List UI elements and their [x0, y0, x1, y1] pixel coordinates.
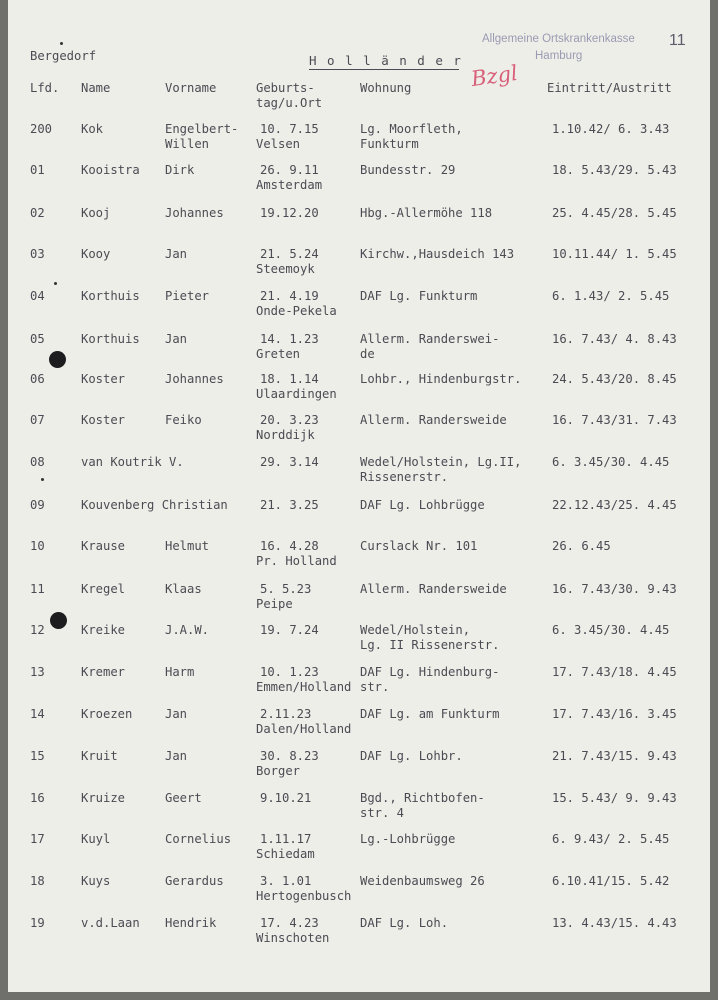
row-number: 200 [30, 122, 53, 136]
row-wohnung: DAF Lg. Hindenburg- [360, 665, 500, 679]
row-name: v.d.Laan [81, 916, 140, 930]
row-geburtstag: 18. 1.14 [260, 372, 319, 386]
row-wohnung: Wedel/Holstein, Lg.II, [360, 455, 522, 469]
row-geburtsort: Borger [256, 764, 301, 778]
row-wohnung: Bgd., Richtbofen- [360, 791, 485, 805]
row-eintritt-austritt: 22.12.43/25. 4.45 [552, 498, 677, 512]
row-number: 15 [30, 749, 45, 763]
row-geburtsort: Winschoten [256, 931, 330, 945]
row-name: Korthuis [81, 289, 140, 303]
row-wohnung-cont: Lg. II Rissenerstr. [360, 638, 500, 652]
col-wohnung: Wohnung [360, 81, 412, 95]
row-number: 06 [30, 372, 45, 386]
row-vorname: Johannes [165, 206, 224, 220]
row-geburtsort: Pr. Holland [256, 554, 337, 568]
row-geburtstag: 29. 3.14 [260, 455, 319, 469]
row-name: Koster [81, 372, 126, 386]
row-geburtstag: 16. 4.28 [260, 539, 319, 553]
row-vorname: Jan [165, 332, 188, 346]
punch-hole-mark [49, 351, 66, 368]
col-geburtsort: tag/u.Ort [256, 96, 323, 110]
row-number: 19 [30, 916, 45, 930]
row-geburtstag: 17. 4.23 [260, 916, 319, 930]
row-geburtsort: Norddijk [256, 428, 315, 442]
handwritten-signature: Bzgl [469, 60, 520, 92]
row-wohnung: Lg.-Lohbrügge [360, 832, 456, 846]
row-eintritt-austritt: 10.11.44/ 1. 5.45 [552, 247, 677, 261]
row-eintritt-austritt: 15. 5.43/ 9. 9.43 [552, 791, 677, 805]
row-vorname: Klaas [165, 582, 202, 596]
row-vorname: Feiko [165, 413, 202, 427]
row-geburtsort: Hertogenbusch [256, 889, 352, 903]
col-eintritt-austritt: Eintritt/Austritt [547, 81, 672, 95]
row-name: Kooy [81, 247, 111, 261]
row-wohnung: Allerm. Randersweide [360, 582, 507, 596]
document-page [8, 0, 710, 992]
row-vorname: J.A.W. [165, 623, 210, 637]
row-name: Koster [81, 413, 126, 427]
row-number: 01 [30, 163, 45, 177]
row-geburtstag: 21. 3.25 [260, 498, 319, 512]
row-wohnung: DAF Lg. Loh. [360, 916, 449, 930]
row-name: Korthuis [81, 332, 140, 346]
row-geburtstag: 1.11.17 [260, 832, 312, 846]
row-geburtstag: 5. 5.23 [260, 582, 312, 596]
row-name: Kruize [81, 791, 126, 805]
row-eintritt-austritt: 6.10.41/15. 5.42 [552, 874, 670, 888]
row-eintritt-austritt: 16. 7.43/30. 9.43 [552, 582, 677, 596]
row-vorname: Gerardus [165, 874, 224, 888]
row-vorname: Cornelius [165, 832, 232, 846]
row-wohnung-cont: Funkturm [360, 137, 419, 151]
col-lfd: Lfd. [30, 81, 60, 95]
row-number: 16 [30, 791, 45, 805]
row-number: 10 [30, 539, 45, 553]
row-eintritt-austritt: 6. 3.45/30. 4.45 [552, 623, 670, 637]
row-name: Kregel [81, 582, 126, 596]
place-name: Bergedorf [30, 49, 97, 63]
row-eintritt-austritt: 13. 4.43/15. 4.43 [552, 916, 677, 930]
row-name: Kroezen [81, 707, 133, 721]
row-wohnung: Lg. Moorfleth, [360, 122, 463, 136]
row-name: Kuyl [81, 832, 111, 846]
row-geburtsort: Amsterdam [256, 178, 323, 192]
row-number: 13 [30, 665, 45, 679]
row-eintritt-austritt: 16. 7.43/ 4. 8.43 [552, 332, 677, 346]
row-number: 18 [30, 874, 45, 888]
row-number: 09 [30, 498, 45, 512]
ink-speck [60, 42, 63, 45]
row-wohnung: Weidenbaumsweg 26 [360, 874, 485, 888]
row-geburtsort: Emmen/Holland [256, 680, 352, 694]
row-wohnung-cont: Rissenerstr. [360, 470, 449, 484]
row-geburtsort: Ulaardingen [256, 387, 337, 401]
row-number: 05 [30, 332, 45, 346]
row-number: 02 [30, 206, 45, 220]
row-name: van Koutrik V. [81, 455, 184, 469]
row-geburtstag: 14. 1.23 [260, 332, 319, 346]
row-wohnung: DAF Lg. Lohbr. [360, 749, 463, 763]
row-geburtstag: 9.10.21 [260, 791, 312, 805]
col-vorname: Vorname [165, 81, 217, 95]
row-wohnung: Curslack Nr. 101 [360, 539, 478, 553]
row-wohnung: Kirchw.,Hausdeich 143 [360, 247, 515, 261]
row-geburtstag: 19.12.20 [260, 206, 319, 220]
row-eintritt-austritt: 1.10.42/ 6. 3.43 [552, 122, 670, 136]
row-wohnung-cont: str. 4 [360, 806, 405, 820]
row-geburtstag: 2.11.23 [260, 707, 312, 721]
row-wohnung: Wedel/Holstein, [360, 623, 471, 637]
row-geburtsort: Greten [256, 347, 301, 361]
row-eintritt-austritt: 21. 7.43/15. 9.43 [552, 749, 677, 763]
row-geburtsort: Steemoyk [256, 262, 315, 276]
row-name: Kruit [81, 749, 118, 763]
row-vorname: Engelbert- [165, 122, 239, 136]
row-geburtsort: Peipe [256, 597, 293, 611]
row-number: 07 [30, 413, 45, 427]
row-geburtsort: Onde-Pekela [256, 304, 337, 318]
row-number: 11 [30, 582, 45, 596]
row-name: Kouvenberg Christian [81, 498, 228, 512]
row-geburtstag: 20. 3.23 [260, 413, 319, 427]
col-geburtstag: Geburts- [256, 81, 315, 95]
ink-speck [54, 282, 57, 285]
row-vorname: Helmut [165, 539, 210, 553]
row-geburtsort: Dalen/Holland [256, 722, 352, 736]
title-underline [309, 69, 459, 70]
row-vorname: Dirk [165, 163, 195, 177]
row-wohnung: Hbg.-Allermöhe 118 [360, 206, 493, 220]
page-number: 11 [669, 32, 686, 49]
row-wohnung: Bundesstr. 29 [360, 163, 456, 177]
row-number: 03 [30, 247, 45, 261]
ink-speck [41, 478, 44, 481]
row-wohnung-cont: de [360, 347, 375, 361]
punch-hole-mark [50, 612, 67, 629]
stamp-line-2: Hamburg [535, 50, 583, 62]
row-name: Kreike [81, 623, 126, 637]
row-number: 08 [30, 455, 45, 469]
row-name: Krause [81, 539, 126, 553]
row-geburtstag: 21. 5.24 [260, 247, 319, 261]
row-vorname: Pieter [165, 289, 210, 303]
row-eintritt-austritt: 26. 6.45 [552, 539, 611, 553]
row-geburtstag: 21. 4.19 [260, 289, 319, 303]
row-geburtstag: 10. 7.15 [260, 122, 319, 136]
row-wohnung-cont: str. [360, 680, 390, 694]
row-wohnung: DAF Lg. am Funkturm [360, 707, 500, 721]
row-wohnung: Allerm. Randersweide [360, 413, 507, 427]
row-eintritt-austritt: 18. 5.43/29. 5.43 [552, 163, 677, 177]
row-vorname: Johannes [165, 372, 224, 386]
row-vorname: Harm [165, 665, 195, 679]
row-geburtstag: 19. 7.24 [260, 623, 319, 637]
row-geburtsort: Velsen [256, 137, 301, 151]
row-number: 12 [30, 623, 45, 637]
row-eintritt-austritt: 16. 7.43/31. 7.43 [552, 413, 677, 427]
row-vorname: Hendrik [165, 916, 217, 930]
row-eintritt-austritt: 25. 4.45/28. 5.45 [552, 206, 677, 220]
row-name: Kooj [81, 206, 111, 220]
row-vorname: Geert [165, 791, 202, 805]
row-vorname-cont: Willen [165, 137, 210, 151]
row-wohnung: Allerm. Randerswei- [360, 332, 500, 346]
row-name: Kooistra [81, 163, 140, 177]
row-eintritt-austritt: 6. 3.45/30. 4.45 [552, 455, 670, 469]
row-name: Kremer [81, 665, 126, 679]
row-vorname: Jan [165, 247, 188, 261]
row-number: 04 [30, 289, 45, 303]
row-vorname: Jan [165, 749, 188, 763]
row-name: Kuys [81, 874, 111, 888]
document-title: H o l l ä n d e r [309, 53, 463, 68]
row-wohnung: Lohbr., Hindenburgstr. [360, 372, 522, 386]
row-number: 14 [30, 707, 45, 721]
row-eintritt-austritt: 6. 9.43/ 2. 5.45 [552, 832, 670, 846]
row-eintritt-austritt: 6. 1.43/ 2. 5.45 [552, 289, 670, 303]
row-eintritt-austritt: 17. 7.43/18. 4.45 [552, 665, 677, 679]
row-eintritt-austritt: 17. 7.43/16. 3.45 [552, 707, 677, 721]
row-wohnung: DAF Lg. Funkturm [360, 289, 478, 303]
row-geburtsort: Schiedam [256, 847, 315, 861]
row-number: 17 [30, 832, 45, 846]
row-geburtstag: 30. 8.23 [260, 749, 319, 763]
row-name: Kok [81, 122, 104, 136]
row-eintritt-austritt: 24. 5.43/20. 8.45 [552, 372, 677, 386]
row-geburtstag: 26. 9.11 [260, 163, 319, 177]
row-geburtstag: 10. 1.23 [260, 665, 319, 679]
row-wohnung: DAF Lg. Lohbrügge [360, 498, 485, 512]
col-name: Name [81, 81, 111, 95]
row-vorname: Jan [165, 707, 188, 721]
stamp-line-1: Allgemeine Ortskrankenkasse [482, 33, 635, 45]
row-geburtstag: 3. 1.01 [260, 874, 312, 888]
